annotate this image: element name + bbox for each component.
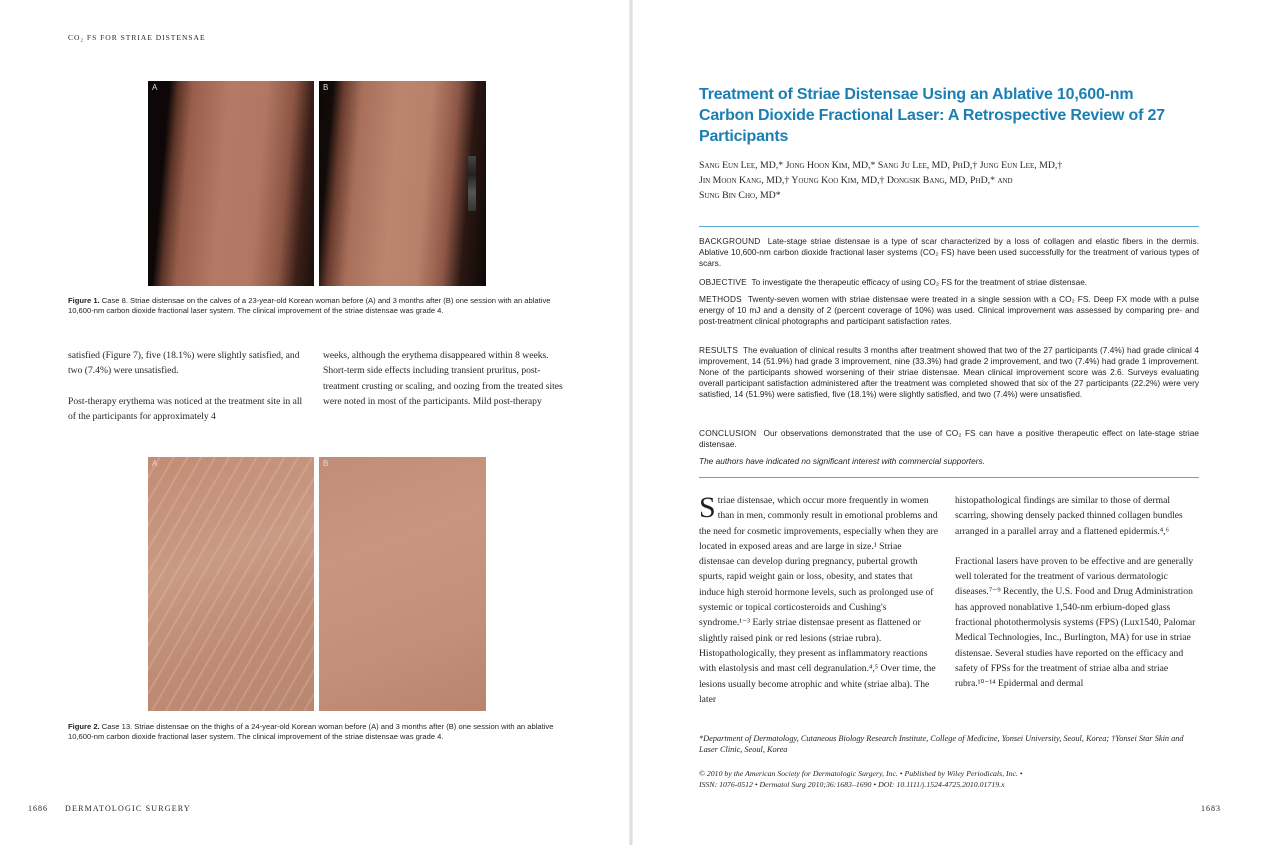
author-line: Sung Bin Cho, MD* bbox=[699, 190, 781, 201]
abstract-conclusion bbox=[699, 428, 1199, 450]
figure2-label-b: B bbox=[323, 459, 329, 468]
figure2-caption-label: Figure 2. bbox=[68, 722, 100, 731]
paragraph-text: triae distensae, which occur more frequently in women than in men, commonly result in emotional problems and the need for cosmetic improvements, especially when they are located in exposed areas and are large in size.¹ Striae distensae can develop during pregnancy, pubertal growth spurts, rapid weight gain or loss, obesity, and states that induce high steroid hormone levels, such as prolonged use of systemic or topical corticosteroids and Cushing's syndrome.¹⁻³ Early striae distensae present as flattened or slightly raised pink or red lesions (striae rubra). Histopathologically, they present as inflammatory reactions with elastolysis and mast cell degranulation.⁴,⁵ Over time, the lesions usually become atrophic and white (striae alba). The later bbox=[699, 495, 938, 705]
paragraph: satisfied (Figure 7), five (18.1%) were slightly satisfied, and two (7.4%) were unsatisfied. bbox=[68, 350, 300, 377]
paragraph: histopathological findings are similar to those of dermal scarring, showing densely packed thinned collagen bundles arranged in a parallel array and a flattened epidermis.⁴,⁶ bbox=[955, 495, 1183, 537]
section-text: To investigate the therapeutic efficacy of using CO₂ FS for the treatment of striae distensae. bbox=[751, 277, 1088, 287]
affiliation-footnote: *Department of Dermatology, Cutaneous Biology Research Institute, College of Medicine, Yonsei University, Seoul, Korea; †Yonsei Star Skin and Laser Clinic, Seoul, Korea bbox=[699, 734, 1184, 754]
journal-name: DERMATOLOGIC SURGERY bbox=[65, 804, 191, 813]
figure2-label-a: A bbox=[152, 459, 158, 468]
divider-rule bbox=[699, 226, 1199, 227]
paragraph: Post-therapy erythema was noticed at the treatment site in all of the participants for approximately 4 bbox=[68, 395, 303, 422]
figure1-caption-label: Figure 1. bbox=[68, 296, 100, 305]
paragraph: weeks, although the erythema disappeared within 8 weeks. Short-term side effects including transient pruritus, post-treatment crusting or scaling, and oozing from the treated sites were noted in most of the participants. Mild post-therapy bbox=[323, 350, 563, 407]
drop-cap: S bbox=[699, 491, 716, 524]
author-line: Jin Moon Kang, MD,† Young Koo Kim, MD,† Dongsik Bang, MD, PhD,* and bbox=[699, 175, 1013, 186]
abstract-background bbox=[699, 236, 1199, 269]
figure1-caption-text: Case 8. Striae distensae on the calves of a 23-year-old Korean woman before (A) and 3 months after (B) one session with an ablative 10,600-nm carbon dioxide fractional laser system. The clinical improvement of the striae distensae was grade 4. bbox=[68, 296, 551, 316]
section-heading: RESULTS bbox=[699, 345, 739, 355]
right-body-column-2 bbox=[955, 493, 1201, 704]
paragraph: Fractional lasers have proven to be effective and are generally well tolerated for the treatment of various dermatologic diseases.⁷⁻⁹ Recently, the U.S. Food and Drug Administration has approved nonablative 1,540-nm erbium-doped glass fractional photothermolysis systems (FPS) (Lux1540, Palomar Medical Technologies, Inc., Burlington, MA) for use in striae distensae. Several studies have reported on the efficacy and safety of FPSs for the treatment of striae alba and striae rubra.¹⁰⁻¹⁴ Epidermal and dermal bbox=[955, 555, 1196, 690]
doi-line: ISSN: 1076-0512 • Dermatol Surg 2010;36:1683–1690 • DOI: 10.1111/j.1524-4725.2010.01719.x bbox=[699, 779, 1005, 789]
conflict-statement: The authors have indicated no significant interest with commercial supporters. bbox=[699, 456, 985, 466]
copyright-line: © 2010 by the American Society for Dermatologic Surgery, Inc. • Published by Wiley Periodicals, Inc. • bbox=[699, 769, 1023, 778]
figure2-caption-text: Case 13. Striae distensae on the thighs of a 24-year-old Korean woman before (A) and 3 months after (B) one session with an ablative 10,600-nm carbon dioxide fractional laser system. The clinical improvement of the striae distensae was grade 4. bbox=[68, 722, 554, 742]
abstract-results bbox=[699, 345, 1199, 400]
author-list bbox=[699, 158, 1199, 203]
section-text: Twenty-seven women with striae distensae were treated in a single session with a CO₂ FS. Deep FX mode with a pulse energy of 10 mJ and a density of 2 (percent coverage of 10%) was used. Clinical improvement was assessed by comparing pre- and post-treatment clinical photographs and participant satisfaction rates. bbox=[699, 294, 1199, 326]
section-heading: CONCLUSION bbox=[699, 428, 757, 438]
section-text: Late-stage striae distensae is a type of scar characterized by a loss of collagen and elastic fibers in the dermis. Ablative 10,600-nm carbon dioxide fractional laser systems (CO₂ FS) have been used successfully for the treatment of various types of scars. bbox=[699, 236, 1199, 268]
paragraph bbox=[699, 493, 939, 707]
divider-rule bbox=[699, 477, 1199, 478]
section-heading: METHODS bbox=[699, 294, 742, 304]
author-line: Sang Eun Lee, MD,* Jong Hoon Kim, MD,* Sang Ju Lee, MD, PhD,† Jung Eun Lee, MD,† bbox=[699, 160, 1063, 171]
figure1-label-a: A bbox=[152, 83, 158, 92]
article-title: Treatment of Striae Distensae Using an Ablative 10,600-nm Carbon Dioxide Fractional Laser: A Retrospective Review of 27 Participants bbox=[699, 86, 1165, 145]
section-heading: OBJECTIVE bbox=[699, 277, 747, 287]
section-text: The evaluation of clinical results 3 months after treatment showed that two of the 27 participants (7.4%) had grade clinical 4 improvement, 14 (51.9%) had grade 3 improvement, nine (33.3%) had grade 2 improvement, and two (7.4%) had grade 1 improvement. None of the participants showed worsening of their striae distensae. Mean clinical improvement score was 2.6. Surveys evaluating overall participant satisfaction administered after the treatment was completed showed that six of the 27 participants (22.2%) were very satisfied, 14 (51.9%) were satisfied, five (18.1%) were slightly satisfied, and two (7.4%) were unsatisfied. bbox=[699, 345, 1199, 399]
right-body-column-1 bbox=[699, 493, 939, 719]
section-heading: BACKGROUND bbox=[699, 236, 761, 246]
page-number: 1686 bbox=[28, 804, 48, 813]
running-head: CO₂ FS FOR STRIAE DISTENSAE bbox=[68, 33, 206, 42]
abstract-objective bbox=[699, 277, 1199, 288]
abstract-methods bbox=[699, 294, 1199, 327]
figure1-label-b: B bbox=[323, 83, 329, 92]
section-text: Our observations demonstrated that the use of CO₂ FS can have a positive therapeutic effect on late-stage striae distensae. bbox=[699, 428, 1199, 449]
copyright-notice bbox=[699, 769, 1199, 790]
right-folio: 1683 bbox=[1201, 804, 1221, 813]
